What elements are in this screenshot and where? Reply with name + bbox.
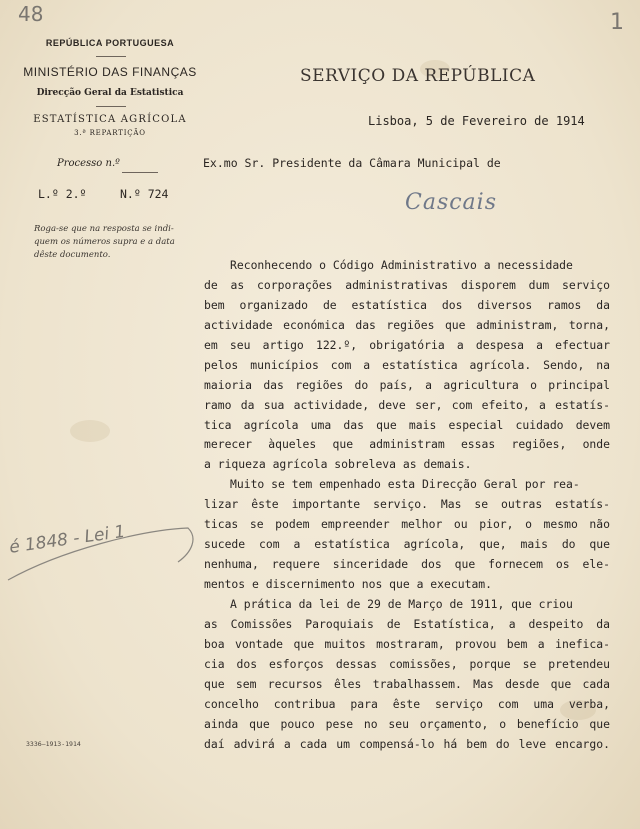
body-line: daí advirá a cada um compensá-lo há bem do leve encargo.	[204, 736, 610, 751]
body-line: boa vontade que muitos mostraram, provou bem a inefica-	[204, 636, 610, 651]
directorate-heading: Direcção Geral da Estatistica	[36, 88, 184, 98]
process-label: Processo n.º	[57, 158, 120, 169]
body-line: a riqueza agrícola sobreleva as demais.	[204, 457, 472, 472]
body-line: as Comissões Paroquiais de Estatística, a despeito da	[204, 616, 610, 631]
body-line: Muito se tem empenhado esta Direcção Geral por rea-	[230, 477, 580, 492]
ministry-heading: MINISTÉRIO DAS FINANÇAS	[23, 65, 197, 79]
note-line: quem os números supra e a data	[34, 237, 175, 247]
reply-instruction-note	[34, 223, 194, 262]
body-line: cia dos esforços dessas comissões, porque se pretendeu	[204, 656, 610, 671]
note-line: dêste documento.	[34, 250, 111, 260]
service-heading: SERVIÇO DA REPÚBLICA	[300, 66, 536, 86]
body-line: Reconhecendo o Código Administrativo a necessidade	[230, 258, 573, 272]
republic-heading: REPÚBLICA PORTUGUESA	[45, 38, 175, 48]
stain	[70, 420, 110, 442]
body-line: nenhuma, requere sinceridade dos que fornecem os ele-	[204, 557, 610, 572]
body-line: pelos municípios com a estatística agrícola. Sendo, na	[204, 357, 610, 372]
section-heading: ESTATÍSTICA AGRÍCOLA	[33, 114, 187, 125]
body-line: mentos e discernimento nos que a executam.	[204, 577, 493, 592]
body-line: sucede com a estatística agrícola, que, mais do que	[204, 537, 610, 552]
letter-body	[204, 256, 610, 755]
print-code: 3336—1913-1914	[26, 740, 81, 748]
body-line: em seu artigo 122.º, obrigatória a despesa a efectuar	[204, 337, 610, 352]
body-line: ticas se podem empreender melhor ou pior, o mesmo não	[204, 517, 610, 532]
process-blank-line	[122, 172, 158, 173]
body-line: ainda que pouco pese no seu orçamento, o benefício que	[204, 716, 610, 731]
date-line: Lisboa, 5 de Fevereiro de 1914	[368, 114, 585, 128]
note-line: Roga-se que na resposta se indi-	[34, 224, 174, 234]
body-line: maioria das regiões do país, a agricultura o principal	[204, 377, 610, 392]
divider	[96, 56, 126, 57]
body-line: tica agrícola uma das que mais especial cuidado devem	[204, 417, 610, 432]
body-line: concelho contribua para êste serviço com uma verba,	[204, 696, 610, 711]
body-line: A prática da lei de 29 de Março de 1911, que criou	[230, 597, 573, 611]
body-line: lizar êste importante serviço. Mas se outras estatís-	[204, 497, 610, 512]
division-heading: 3.ª REPARTIÇÃO	[74, 129, 146, 137]
body-line: de as corporações administrativas disporem dum serviço	[204, 277, 610, 292]
book-label: L.º 2.º	[38, 187, 87, 201]
number-label: N.º 724	[120, 187, 169, 201]
pencil-folio-number: 48	[18, 2, 44, 26]
divider	[96, 106, 126, 107]
addressee-line: Ex.mo Sr. Presidente da Câmara Municipal de	[203, 156, 501, 170]
pencil-margin-note: é 1848 - Lei 1	[8, 521, 127, 558]
pencil-page-number: 1	[610, 10, 624, 35]
body-line: ramo da sua actividade, deve ser, com efeito, a estatís-	[204, 397, 610, 412]
body-line: merecer àqueles que administram essas regiões, onde	[204, 437, 610, 452]
body-line: que sem recursos êles trabalhassem. Mas desde que cada	[204, 676, 610, 691]
handwritten-municipality: Cascais	[405, 190, 498, 215]
body-line: bem organizado de estatística dos diversos ramos da	[204, 297, 610, 312]
body-line: actividade económica das regiões que administram, torna,	[204, 317, 610, 332]
